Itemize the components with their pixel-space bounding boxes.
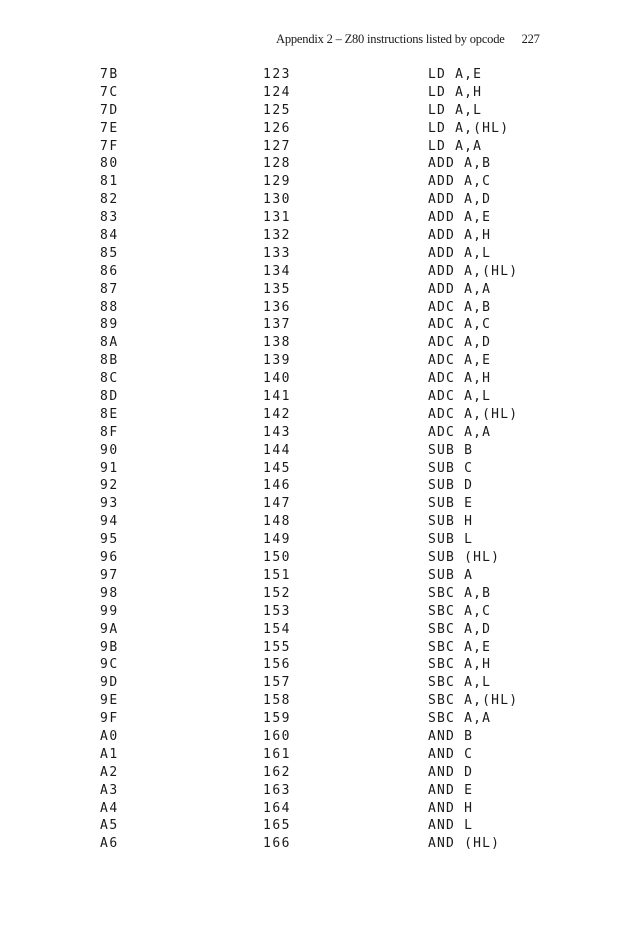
hex-code: 7B xyxy=(100,67,119,82)
page-header xyxy=(276,32,540,47)
decimal-code: 144 xyxy=(263,442,291,458)
decimal-code: 131 xyxy=(263,210,291,226)
header-title: Appendix 2 – Z80 instructions listed by opcode xyxy=(276,32,505,46)
instruction: SBC A,A xyxy=(428,711,492,727)
instruction: SBC A,E xyxy=(428,639,492,655)
decimal-code: 135 xyxy=(263,281,291,297)
hex-code: 94 xyxy=(100,514,119,530)
instruction: SUB A xyxy=(428,567,474,583)
table-row xyxy=(0,316,630,334)
instruction: SBC A,D xyxy=(428,621,492,637)
table-row xyxy=(0,334,630,352)
instruction: AND D xyxy=(428,764,474,780)
decimal-code: 149 xyxy=(263,532,291,548)
table-row xyxy=(0,746,630,764)
hex-code: 7F xyxy=(100,138,119,154)
table-row xyxy=(0,513,630,531)
table-row xyxy=(0,567,630,585)
decimal-code: 150 xyxy=(263,550,291,566)
instruction: SBC A,C xyxy=(428,603,492,619)
hex-code: 90 xyxy=(100,442,119,458)
instruction: SUB L xyxy=(428,532,474,548)
decimal-code: 126 xyxy=(263,120,291,136)
decimal-code: 130 xyxy=(263,192,291,208)
hex-code: 9F xyxy=(100,711,119,727)
decimal-code: 137 xyxy=(263,317,291,333)
table-row xyxy=(0,66,630,84)
instruction: SUB C xyxy=(428,460,474,476)
hex-code: A3 xyxy=(100,782,119,798)
decimal-code: 164 xyxy=(263,800,291,816)
hex-code: 97 xyxy=(100,567,119,583)
instruction: ADD A,L xyxy=(428,245,492,261)
decimal-code: 153 xyxy=(263,603,291,619)
decimal-code: 156 xyxy=(263,657,291,673)
hex-code: A5 xyxy=(100,818,119,834)
hex-code: 93 xyxy=(100,496,119,512)
hex-code: A0 xyxy=(100,728,119,744)
hex-code: 85 xyxy=(100,245,119,261)
instruction: ADD A,E xyxy=(428,210,492,226)
hex-code: 91 xyxy=(100,460,119,476)
table-row xyxy=(0,442,630,460)
hex-code: 99 xyxy=(100,603,119,619)
table-row xyxy=(0,835,630,853)
hex-code: 84 xyxy=(100,228,119,244)
table-row xyxy=(0,209,630,227)
table-row xyxy=(0,138,630,156)
instruction: ADD A,A xyxy=(428,281,492,297)
decimal-code: 136 xyxy=(263,299,291,315)
instruction: LD A,E xyxy=(428,67,483,82)
table-row xyxy=(0,406,630,424)
decimal-code: 140 xyxy=(263,371,291,387)
hex-code: 95 xyxy=(100,532,119,548)
table-row xyxy=(0,639,630,657)
hex-code: 7C xyxy=(100,84,119,100)
table-row xyxy=(0,800,630,818)
hex-code: 8E xyxy=(100,406,119,422)
decimal-code: 138 xyxy=(263,335,291,351)
hex-code: A1 xyxy=(100,746,119,762)
table-row xyxy=(0,692,630,710)
table-row xyxy=(0,710,630,728)
instruction: LD A,L xyxy=(428,102,483,118)
decimal-code: 161 xyxy=(263,746,291,762)
instruction: SUB D xyxy=(428,478,474,494)
instruction: AND (HL) xyxy=(428,836,501,852)
hex-code: 7E xyxy=(100,120,119,136)
table-row xyxy=(0,603,630,621)
decimal-code: 143 xyxy=(263,424,291,440)
instruction: SUB H xyxy=(428,514,474,530)
table-row xyxy=(0,674,630,692)
table-row xyxy=(0,299,630,317)
decimal-code: 163 xyxy=(263,782,291,798)
instruction: SUB E xyxy=(428,496,474,512)
table-row xyxy=(0,424,630,442)
instruction: ADC A,E xyxy=(428,353,492,369)
hex-code: 88 xyxy=(100,299,119,315)
table-row xyxy=(0,245,630,263)
table-row xyxy=(0,549,630,567)
decimal-code: 133 xyxy=(263,245,291,261)
instruction: ADC A,L xyxy=(428,389,492,405)
instruction: ADC A,A xyxy=(428,424,492,440)
table-row xyxy=(0,585,630,603)
table-row xyxy=(0,388,630,406)
instruction: ADC A,B xyxy=(428,299,492,315)
instruction: ADC A,H xyxy=(428,371,492,387)
instruction: ADC A,(HL) xyxy=(428,406,519,422)
hex-code: 9D xyxy=(100,675,119,691)
table-row xyxy=(0,155,630,173)
table-row xyxy=(0,460,630,478)
table-row xyxy=(0,281,630,299)
decimal-code: 160 xyxy=(263,728,291,744)
table-row xyxy=(0,173,630,191)
hex-code: 86 xyxy=(100,263,119,279)
instruction: SBC A,(HL) xyxy=(428,693,519,709)
decimal-code: 158 xyxy=(263,693,291,709)
instruction: SBC A,L xyxy=(428,675,492,691)
decimal-code: 155 xyxy=(263,639,291,655)
decimal-code: 145 xyxy=(263,460,291,476)
instruction: ADD A,H xyxy=(428,228,492,244)
hex-code: 9B xyxy=(100,639,119,655)
decimal-code: 129 xyxy=(263,174,291,190)
decimal-code: 146 xyxy=(263,478,291,494)
table-row xyxy=(0,764,630,782)
table-row xyxy=(0,477,630,495)
decimal-code: 125 xyxy=(263,102,291,118)
table-row xyxy=(0,102,630,120)
hex-code: 89 xyxy=(100,317,119,333)
decimal-code: 157 xyxy=(263,675,291,691)
decimal-code: 165 xyxy=(263,818,291,834)
instruction: ADD A,(HL) xyxy=(428,263,519,279)
hex-code: A2 xyxy=(100,764,119,780)
decimal-code: 142 xyxy=(263,406,291,422)
page-number: 227 xyxy=(521,32,540,46)
hex-code: A4 xyxy=(100,800,119,816)
table-row xyxy=(0,817,630,835)
instruction: SBC A,B xyxy=(428,585,492,601)
hex-code: 8D xyxy=(100,389,119,405)
table-row xyxy=(0,782,630,800)
decimal-code: 132 xyxy=(263,228,291,244)
table-row xyxy=(0,728,630,746)
table-row xyxy=(0,531,630,549)
instruction: AND E xyxy=(428,782,474,798)
instruction: LD A,(HL) xyxy=(428,120,510,136)
decimal-code: 162 xyxy=(263,764,291,780)
decimal-code: 123 xyxy=(263,67,291,82)
hex-code: 8A xyxy=(100,335,119,351)
hex-code: 8C xyxy=(100,371,119,387)
decimal-code: 134 xyxy=(263,263,291,279)
table-row xyxy=(0,120,630,138)
decimal-code: 127 xyxy=(263,138,291,154)
instruction: AND B xyxy=(428,728,474,744)
hex-code: 98 xyxy=(100,585,119,601)
table-row xyxy=(0,191,630,209)
instruction: LD A,H xyxy=(428,84,483,100)
hex-code: 9A xyxy=(100,621,119,637)
decimal-code: 166 xyxy=(263,836,291,852)
instruction: SUB B xyxy=(428,442,474,458)
table-row xyxy=(0,656,630,674)
instruction: ADD A,B xyxy=(428,156,492,172)
decimal-code: 154 xyxy=(263,621,291,637)
table-row xyxy=(0,227,630,245)
decimal-code: 159 xyxy=(263,711,291,727)
instruction: ADC A,C xyxy=(428,317,492,333)
decimal-code: 152 xyxy=(263,585,291,601)
decimal-code: 139 xyxy=(263,353,291,369)
hex-code: 92 xyxy=(100,478,119,494)
decimal-code: 148 xyxy=(263,514,291,530)
instruction: AND C xyxy=(428,746,474,762)
hex-code: 9C xyxy=(100,657,119,673)
instruction: AND H xyxy=(428,800,474,816)
hex-code: 87 xyxy=(100,281,119,297)
instruction: ADC A,D xyxy=(428,335,492,351)
hex-code: 9E xyxy=(100,693,119,709)
table-row xyxy=(0,495,630,513)
instruction: LD A,A xyxy=(428,138,483,154)
hex-code: A6 xyxy=(100,836,119,852)
hex-code: 83 xyxy=(100,210,119,226)
hex-code: 82 xyxy=(100,192,119,208)
decimal-code: 128 xyxy=(263,156,291,172)
instruction: SUB (HL) xyxy=(428,550,501,566)
hex-code: 80 xyxy=(100,156,119,172)
decimal-code: 124 xyxy=(263,84,291,100)
hex-code: 96 xyxy=(100,550,119,566)
table-row xyxy=(0,84,630,102)
decimal-code: 141 xyxy=(263,389,291,405)
table-row xyxy=(0,263,630,281)
decimal-code: 151 xyxy=(263,567,291,583)
instruction: ADD A,C xyxy=(428,174,492,190)
hex-code: 81 xyxy=(100,174,119,190)
hex-code: 7D xyxy=(100,102,119,118)
instruction: ADD A,D xyxy=(428,192,492,208)
hex-code: 8B xyxy=(100,353,119,369)
opcode-table xyxy=(0,66,630,853)
hex-code: 8F xyxy=(100,424,119,440)
table-row xyxy=(0,352,630,370)
decimal-code: 147 xyxy=(263,496,291,512)
instruction: AND L xyxy=(428,818,474,834)
table-row xyxy=(0,621,630,639)
table-row xyxy=(0,370,630,388)
instruction: SBC A,H xyxy=(428,657,492,673)
